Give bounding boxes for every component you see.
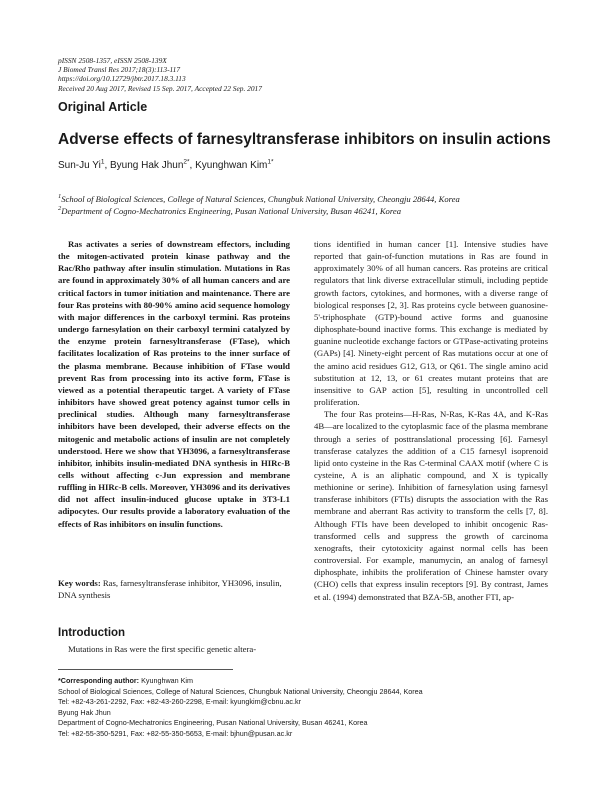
body-text-column	[314, 238, 548, 603]
affiliation	[58, 194, 558, 206]
journal-citation: J Biomed Transl Res 2017;18(3):113-117	[58, 65, 181, 75]
author-address: Department of Cogno-Mechatronics Engineering, Pusan National University, Busan 46241, Korea	[58, 718, 368, 728]
corresponding-author-label: *Corresponding author:	[58, 676, 140, 685]
journal-header	[58, 56, 558, 93]
affiliation-mark: 1	[58, 193, 62, 201]
article-dates: Received 20 Aug 2017, Revised 15 Sep. 2017, Accepted 22 Sep. 2017	[58, 83, 262, 93]
keywords-text: Ras, farnesyltransferase inhibitor, YH3096, insulin, DNA synthesis	[58, 578, 282, 601]
author-name: Kyunghwan Kim	[195, 160, 268, 171]
affiliations	[58, 194, 558, 217]
abstract: Ras activates a series of downstream effectors, including the mitogen-activated protein kinase pathway and the Rac/Rho pathway after insulin stimulation. Mutations in Ras are found in approximately 30% of all human cancers and are critical factors in tumor initiation and maintenance. There are four Ras proteins with 80-90% amino acid sequence homology with major differences in the carboxyl termini. Ras proteins undergo farnesylation on their carboxyl termini catalyzed by the enzyme protein farnesyltransferase (FTase), which facilitates localization of Ras proteins to the inner surface of the plasma membrane. Because inhibition of FTase would prevent Ras from processing into its active form, FTase is viewed as a potential therapeutic target. A variety of FTase inhibitors have showed great potency against tumor cells in preclinical studies. Although many farnesyltransferase inhibitors have been developed, their adverse effects on the mitogenic and metabolic actions of insulin are not completely understood. Here we show that YH3096, a farnesyltransferase inhibitor, inhibits insulin-mediated DNA synthesis in HIRc-B cells without affecting c-Jun expression and membrane ruffling in HIRc-B cells. Moreover, YH3096 and its derivatives did not affect insulin-induced glucose uptake in 3T3-L1 adipocytes. Our results provide a laboratory evaluation of the effects of Ras inhibitors on insulin functions.	[58, 239, 290, 529]
author-contact: Tel: +82-43-261-2292, Fax: +82-43-260-2298, E-mail: kyungkim@cbnu.ac.kr	[58, 697, 302, 707]
author-name: Sun-Ju Yi	[58, 160, 101, 171]
footnote-divider	[58, 669, 233, 670]
author-affil-mark: 1	[100, 158, 105, 166]
introduction-first-line: Mutations in Ras were the first specific genetic altera-	[68, 644, 257, 654]
body-paragraph: tions identified in human cancer [1]. Intensive studies have reported that gain-of-function mutations in Ras are found in approximately 30% of all human cancers. Ras proteins are critical regulators that link diverse extracellular stimuli, including peptide growth factors, cytokines, and hormones, with a diverse range of biological responses [2, 3]. Ras proteins cycle between guanosine-5'-triphosphate (GTP)-bound active forms and guanosine diphosphate-bound inactive forms. This exchange is mediated by guanine nucleotide exchange factors or GTPase-activating proteins (GAPs) [4]. Ninety-eight percent of Ras mutations occur at one of the amino acid residues G12, G13, or Q61. The single amino acid substitution at 12, 13, or 61 creates mutant proteins that are insensitive to GAP action [5], resulting in uncontrolled cell proliferation.	[314, 239, 548, 408]
corresponding-author-footnote	[58, 676, 558, 740]
author-name: Kyunghwan Kim	[141, 676, 193, 685]
affiliation-text: School of Biological Sciences, College of Natural Sciences, Chungbuk National University, Cheongju 28644, Korea	[61, 194, 460, 204]
author-affil-mark: 1*	[267, 158, 274, 166]
author-separator: ,	[104, 160, 110, 171]
article-title: Adverse effects of farnesyltransferase inhibitors on insulin actions	[58, 131, 551, 148]
author-name: Byung Hak Jhun	[110, 160, 184, 171]
keywords	[58, 577, 290, 601]
author-contact: Tel: +82-55-350-5291, Fax: +82-55-350-5653, E-mail: bjhun@pusan.ac.kr	[58, 728, 293, 738]
doi-link[interactable]: https://doi.org/10.12729/jbtr.2017.18.3.113	[58, 74, 186, 84]
affiliation	[58, 206, 558, 218]
author-affil-mark: 2*	[183, 158, 190, 166]
section-heading-introduction: Introduction	[58, 627, 126, 639]
affiliation-mark: 2	[58, 204, 62, 212]
article-type: Original Article	[58, 100, 148, 114]
author-address: School of Biological Sciences, College of Natural Sciences, Chungbuk National University, Cheongju 28644, Korea	[58, 686, 423, 696]
issn: pISSN 2508-1357, eISSN 2508-139X	[58, 56, 167, 65]
author-list	[58, 160, 274, 171]
body-paragraph: The four Ras proteins—H-Ras, N-Ras, K-Ras 4A, and K-Ras 4B—are localized to the cytoplasmic face of the plasma membrane through a series of posttranslational processing [6]. Farnesyl transferase catalyzes the addition of a C15 farnesyl isoprenoid lipid onto cysteine in the Ras C-terminal CAAX motif (where C is cysteine, A is an aliphatic compound, and X is typically methionine or serine). Inhibition of farnesylation using farnesyl transferase inhibitors (FTIs) disrupts the association with the Ras membrane and aberrant Ras activity to transform the cells [7, 8]. Although FTIs have been developed to inhibit oncogenic Ras-transformed cells and suppress the growth of carcinoma xenografts, their cytotoxicity against normal cells has been controversial. For example, manumycin, an analog of farnesyl diphosphate, inhibits the proliferation of Chinese hamster ovary (CHO) cells that express insulin receptors [9]. By contrast, James et al. (1994) demonstrated that BZA-5B, another FTI, ap-	[314, 409, 548, 602]
keywords-label: Key words:	[58, 578, 101, 588]
author-separator: ,	[189, 160, 196, 171]
affiliation-text: Department of Cogno-Mechatronics Engineering, Pusan National University, Busan 46241, Korea	[61, 205, 401, 216]
author-name: Byung Hak Jhun	[58, 707, 111, 717]
corresponding-author-line	[58, 676, 558, 687]
